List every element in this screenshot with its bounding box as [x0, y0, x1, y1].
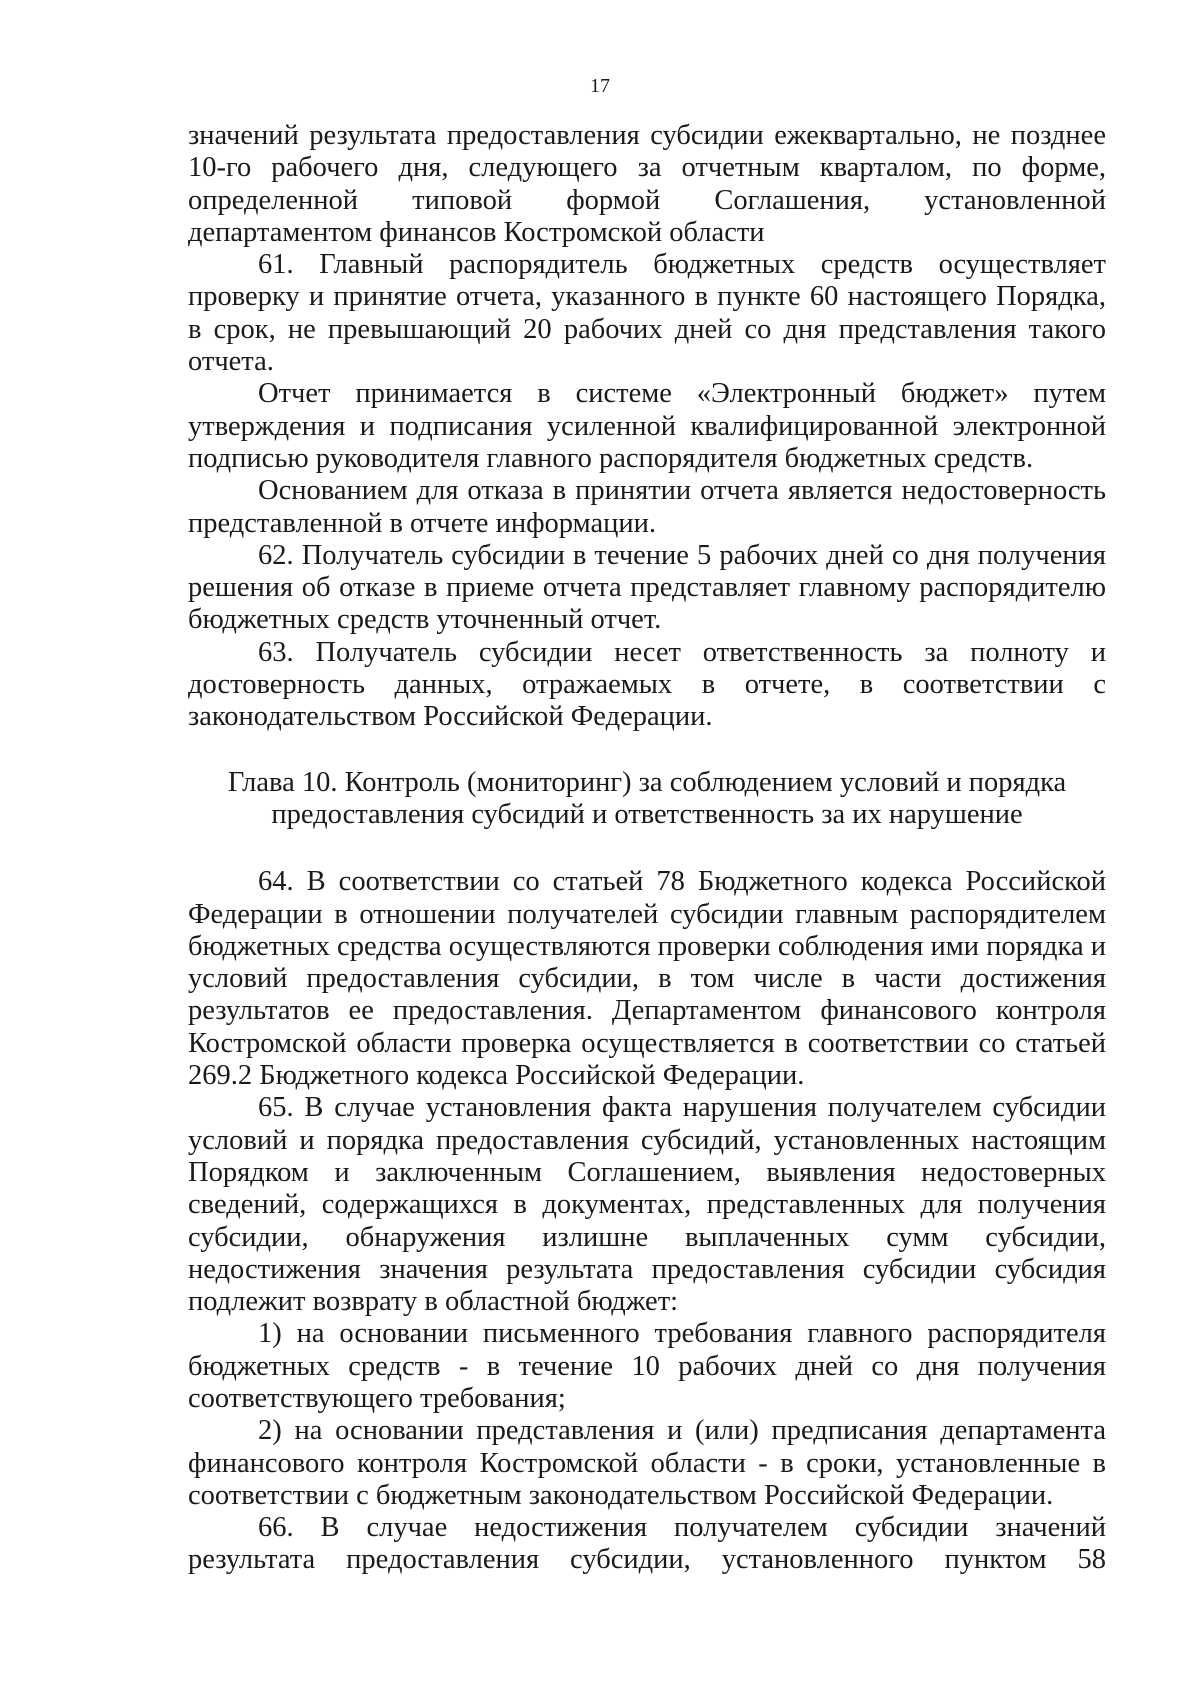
paragraph-64: 64. В соответствии со статьей 78 Бюджетного кодекса Российской Федерации в отношении получателей субсидии главным распорядителем бюджетных средства осуществляются проверки соблюдения ими порядка и условий предоставления субсидии, в том числе в части достижения результатов ее предоставления. Департаментом финансового контроля Костромской области проверка осуществляется в соответствии со статьей 269.2 Бюджетного кодекса Российской Федерации.	[188, 866, 1106, 1092]
paragraph-65-item-1: 1) на основании письменного требования главного распорядителя бюджетных средств - в течение 10 рабочих дней со дня получения соответствующего требования;	[188, 1318, 1106, 1414]
chapter-10-heading-line-2: предоставления субсидий и ответственность за их нарушение	[271, 798, 1023, 830]
chapter-10-heading	[188, 767, 1106, 832]
document-body	[188, 120, 1106, 1577]
paragraph-61-report-acceptance: Отчет принимается в системе «Электронный бюджет» путем утверждения и подписания усиленной квалифицированной электронной подписью руководителя главного распорядителя бюджетных средств.	[188, 378, 1106, 474]
paragraph-continuation: значений результата предоставления субсидии ежеквартально, не позднее 10-го рабочего дня, следующего за отчетным кварталом, по форме, определенной типовой формой Соглашения, установленной департаментом финансов Костромской области	[188, 120, 1106, 248]
paragraph-61-refusal-ground: Основанием для отказа в принятии отчета является недостоверность представленной в отчете информации.	[188, 475, 1106, 539]
chapter-10-heading-line-1: Глава 10. Контроль (мониторинг) за соблюдением условий и порядка	[227, 766, 1067, 798]
paragraph-65-item-2: 2) на основании представления и (или) предписания департамента финансового контроля Костромской области - в сроки, установленные в соответствии с бюджетным законодательством Российской Федерации.	[188, 1415, 1106, 1511]
paragraph-66: 66. В случае недостижения получателем субсидии значений результата предоставления субсидии, установленного пунктом 58	[188, 1512, 1106, 1576]
paragraph-62: 62. Получатель субсидии в течение 5 рабочих дней со дня получения решения об отказе в приеме отчета представляет главному распорядителю бюджетных средств уточненный отчет.	[188, 539, 1106, 636]
paragraph-61: 61. Главный распорядитель бюджетных средств осуществляет проверку и принятие отчета, указанного в пункте 60 настоящего Порядка, в срок, не превышающий 20 рабочих дней со дня представления такого отчета.	[188, 249, 1106, 378]
page-number: 17	[590, 75, 610, 97]
paragraph-63: 63. Получатель субсидии несет ответственность за полноту и достоверность данных, отражаемых в отчете, в соответствии с законодательством Российской Федерации.	[188, 636, 1106, 733]
paragraph-65: 65. В случае установления факта нарушения получателем субсидии условий и порядка предоставления субсидий, установленных настоящим Порядком и заключенным Соглашением, выявления недостоверных сведений, содержащихся в документах, представленных для получения субсидии, обнаружения излишне выплаченных сумм субсидии, недостижения значения результата предоставления субсидии субсидия подлежит возврату в областной бюджет:	[188, 1092, 1106, 1318]
